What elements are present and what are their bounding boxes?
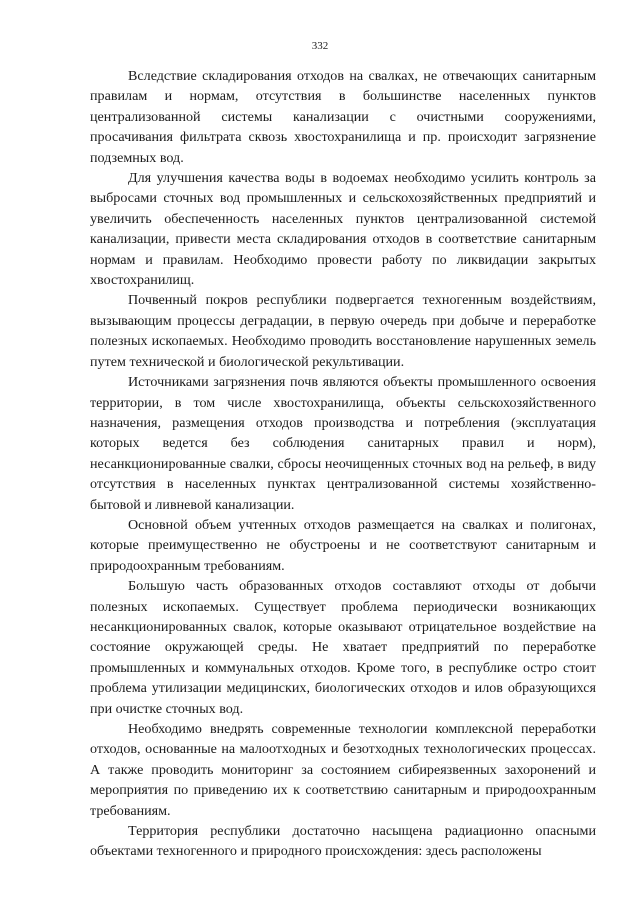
paragraph: Территория республики достаточно насыщена радиационно опасными объектами техногенного и природного происхождения: здесь расположены	[90, 823, 596, 860]
paragraph: Для улучшения качества воды в водоемах необходимо усилить контроль за выбросами сточных вод промышленных и сельскохозяйственных предприятий и увеличить обеспеченность населенных пунктов централизованной системой канализации, привести места складирования отходов в соответствие санитарным нормам и правилам. Необходимо провести работу по ликвидации закрытых хвостохранилищ.	[90, 170, 596, 289]
paragraph: Источниками загрязнения почв являются объекты промышленного освоения территории, в том числе хвостохранилища, объекты сельскохозяйственного назначения, размещения отходов производства и потребления (эксплуатация которых ведется без соблюдения санитарных правил и норм), несанкционированные свалки, сбросы неочищенных сточных вод на рельеф, в виду отсутствия в населенных пунктах централизованной системы хозяйственно-бытовой и ливневой канализации.	[90, 374, 596, 513]
paragraph: Большую часть образованных отходов составляют отходы от добычи полезных ископаемых. Существует проблема периодически возникающих несанкционированных свалок, которые оказывают отрицательное воздействие на состояние окружающей среды. Не хватает предприятий по переработке промышленных и коммунальных отходов. Кроме того, в республике остро стоит проблема утилизации медицинских, биологических отходов и илов образующихся при очистке сточных вод.	[90, 578, 596, 717]
paragraph: Необходимо внедрять современные технологии комплексной переработки отходов, основанные на малоотходных и безотходных технологических процессах. А также проводить мониторинг за состоянием сибиреязвенных захоронений и мероприятия по приведению их к соответствию санитарным и природоохранным требованиям.	[90, 721, 596, 819]
paragraph: Вследствие складирования отходов на свалках, не отвечающих санитарным правилам и нормам, отсутствия в большинстве населенных пунктов централизованной системы канализации с очистными сооружениями, просачивания фильтрата сквозь хвостохранилища и пр. происходит загрязнение подземных вод.	[90, 68, 596, 166]
body-text	[90, 66, 596, 862]
paragraph: Основной объем учтенных отходов размещается на свалках и полигонах, которые преимущественно не обустроены и не соответствуют санитарным и природоохранным требованиям.	[90, 516, 596, 574]
page-number: 332	[311, 40, 329, 52]
paragraph: Почвенный покров республики подвергается техногенным воздействиям, вызывающим процессы деградации, в первую очередь при добыче и переработке полезных ископаемых. Необходимо проводить восстановление нарушенных земель путем технической и биологической рекультивации.	[90, 292, 596, 370]
